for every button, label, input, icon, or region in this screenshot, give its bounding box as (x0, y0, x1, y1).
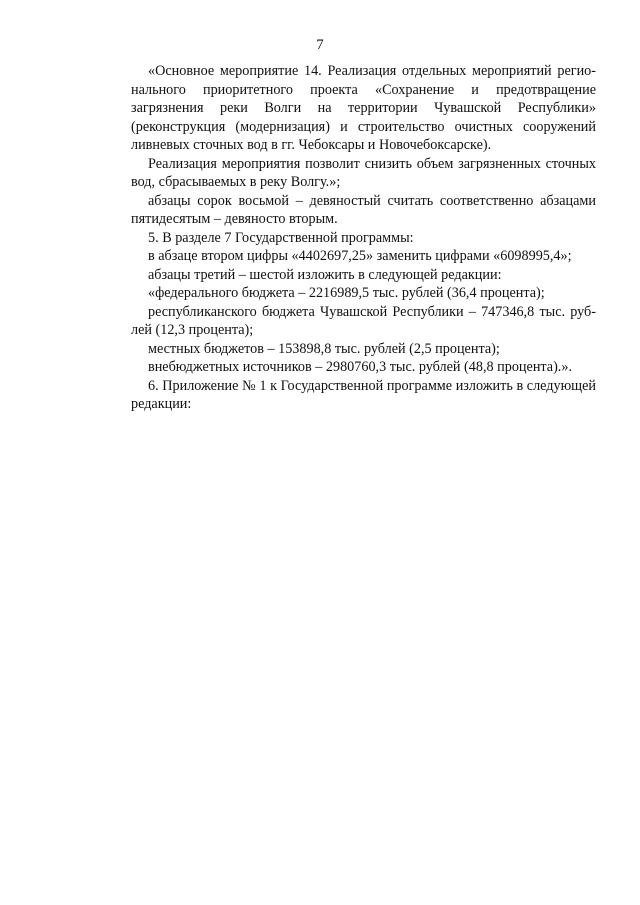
paragraph-main-event-14: «Основное мероприятие 14. Реализация отдельных мероприятий регионального приоритетного проекта «Сохранение и предотвращение загрязнения реки Волги на территории Чувашской Республики» (реконструкция (модернизация) и строительство очистных сооружений ливневых сточных вод в гг. Чебоксары и Новочебоксарске). (131, 63, 596, 153)
paragraph-new-wording: абзацы третий – шестой изложить в следующей редакции: (148, 266, 502, 283)
paragraph-federal-budget: «федерального бюджета – 2216989,5 тыс. рублей (36,4 процента); (148, 285, 545, 301)
paragraph-extrabudgetary: внебюджетных источников – 2980760,3 тыс. рублей (48,8 процента).». (148, 359, 572, 375)
paragraph-renumbering: абзацы сорок восьмой – девяностый считать соответственно абзацами пятидесятым – девяносто вторым. (131, 192, 596, 227)
paragraph-republic-budget: республиканского бюджета Чувашской Республики – 747346,8 тыс. рублей (12,3 процента); (131, 303, 596, 338)
paragraph-section-7: 5. В разделе 7 Государственной программы: (148, 229, 414, 246)
page-number: 7 (316, 37, 324, 53)
paragraph-local-budgets: местных бюджетов – 153898,8 тыс. рублей (2,5 процента); (148, 340, 500, 357)
paragraph-appendix-1: 6. Приложение № 1 к Государственной программе изложить в следующей редакции: (131, 377, 596, 412)
document-body (131, 62, 596, 414)
paragraph-replace-figures: в абзаце втором цифры «4402697,25» заменить цифрами «6098995,4»; (148, 248, 572, 264)
paragraph-event-outcome: Реализация мероприятия позволит снизить объем загрязненных сточных вод, сбрасываемых в реку Волгу.»; (131, 155, 596, 190)
